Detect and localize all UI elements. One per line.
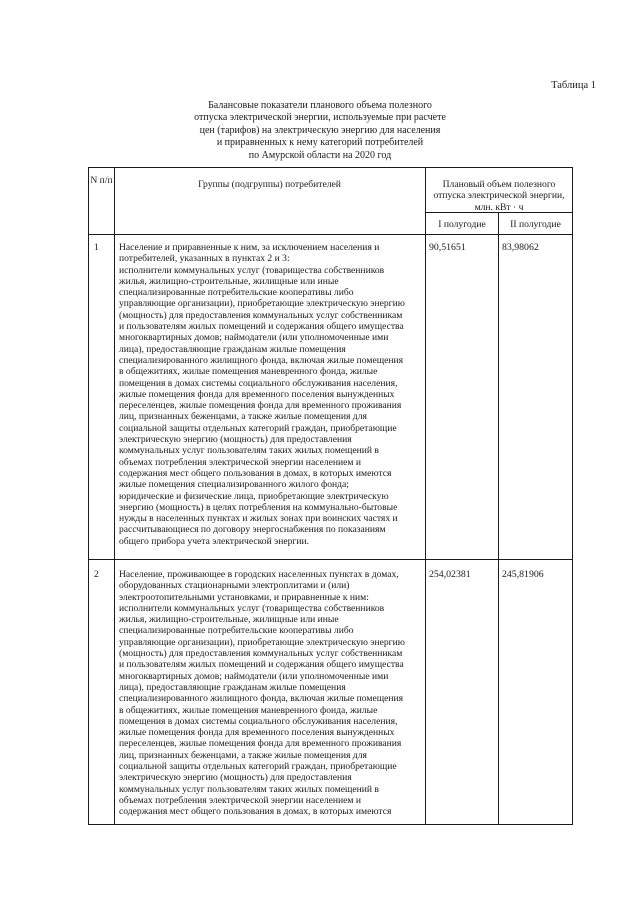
description-line: многоквартирных домов; наймодатели (или уполномоченные ими [119,670,389,682]
header-half-2: II полугодие [510,219,561,230]
description-line: объемах потребления электрической энергии населением и [119,456,362,468]
row-value-h1: 254,02381 [429,569,471,580]
description-line: помещения в домах системы социального обслуживания населения, [119,377,398,389]
description-line: рассчитывающиеся по договору энергоснабжения по показаниям [119,524,386,536]
row-value-h1: 90,51651 [429,242,466,253]
heading-line: цен (тарифов) на электрическую энергию для населения [199,124,441,136]
description-line: (мощность) для предоставления коммунальных услуг собственникам [119,648,403,660]
header-volume: Плановый объем полезного отпуска электрической энергии, млн. кВт · ч [433,179,565,213]
description-line: юридические и физические лица, приобретающие электрическую [119,490,389,502]
description-line: электроотопительными установками, и приравненные к ним: [119,591,369,603]
description-line: социальной защиты отдельных категорий граждан, приобретающие [119,422,397,434]
description-line: переселенцев, жилые помещения фонда для временного проживания [119,738,402,750]
description-line: общего прибора учета электрической энергии. [119,535,310,547]
description-line: социальной защиты отдельных категорий граждан, приобретающие [119,761,397,773]
description-line: специализированного жилищного фонда, включая жилые помещения [119,354,404,366]
description-line: оборудованных стационарными электроплитами и (или) [119,580,350,592]
description-line: в общежитиях, жилые помещения маневренного фонда, жилые [119,366,378,378]
heading-line: Балансовые показатели планового объема полезного [208,100,432,111]
description-line: управляющие организации), приобретающие электрическую энергию [119,636,405,648]
table-border-top [88,167,573,168]
description-line: жилые помещения фонда для временного поселения вынужденных [119,388,395,400]
description-line: жилья, жилищно-строительные, жилищные или иные [119,614,339,626]
header-bottom-rule [88,234,573,235]
column-rule [425,167,426,825]
header-half-1: I полугодие [438,219,486,230]
description-line: Население и приравненные к ним, за исключением населения и [119,242,380,253]
description-line: лица), предоставляющие гражданам жилые помещения [119,681,346,693]
description-line: Население, проживающее в городских населенных пунктах в домах, [119,569,399,580]
column-rule [114,167,115,825]
description-line: помещения в домах системы социального обслуживания населения, [119,715,398,727]
description-line: объемах потребления электрической энергии населением и [119,794,362,806]
description-line: электрическую энергию (мощность) для предоставления [119,772,352,784]
description-line: специализированного жилищного фонда, включая жилые помещения [119,693,404,705]
table-border-bottom [88,824,573,825]
table-label: Таблица 1 [551,80,596,91]
heading-line: отпуска электрической энергии, используемые при расчете [194,112,446,124]
description-line: лиц, признанных беженцами, а также жилые помещения для [119,411,367,423]
description-line: жилые помещения специализированного жилого фонда; [119,479,349,491]
row-description [119,242,421,547]
description-line: управляющие организации), приобретающие электрическую энергию [119,298,405,310]
description-line: специализированные потребительские кооперативы либо [119,625,354,637]
description-line: многоквартирных домов; наймодатели (или уполномоченные ими [119,332,389,344]
row-description [119,569,421,818]
description-line: нужды в населенных пунктах и жилых зонах при воинских частях и [119,513,398,525]
heading-line: и приравненных к нему категорий потребителей [216,137,424,149]
description-line: исполнители коммунальных услуг (товарищества собственников [119,264,385,276]
description-line: содержания мест общего пользования в домах, в которых имеются [119,467,392,479]
description-line: жилья, жилищно-строительные, жилищные или иные [119,275,339,287]
heading-line: по Амурской области на 2020 год [248,149,392,161]
header-num: N п/п [90,175,113,186]
column-rule [498,212,499,825]
description-line: и пользователям жилых помещений и содержания общего имущества [119,659,404,671]
description-line: переселенцев, жилые помещения фонда для временного проживания [119,400,402,412]
description-line: специализированные потребительские кооперативы либо [119,287,354,299]
row-separator [88,559,573,560]
description-line: в общежитиях, жилые помещения маневренного фонда, жилые [119,704,378,716]
row-number: 1 [94,242,99,253]
description-line: исполнители коммунальных услуг (товарищества собственников [119,602,385,614]
header-group: Группы (подгруппы) потребителей [198,179,341,190]
description-line: электрическую энергию (мощность) для предоставления [119,434,352,446]
row-value-h2: 245,81906 [502,569,544,580]
table-border-right [572,167,573,825]
description-line: лиц, признанных беженцами, а также жилые помещения для [119,749,367,761]
row-number: 2 [94,569,99,580]
description-line: коммунальных услуг пользователям таких жилых помещений в [119,445,379,457]
description-line: (мощность) для предоставления коммунальных услуг собственникам [119,309,403,321]
description-line: коммунальных услуг пользователям таких жилых помещений в [119,783,379,795]
description-line: жилые помещения фонда для временного поселения вынужденных [119,727,395,739]
row-value-h2: 83,98062 [502,242,539,253]
balance-table [88,167,573,825]
document-heading [170,100,470,162]
description-line: содержания мест общего пользования в домах, в которых имеются [119,806,392,818]
description-line: потребителей, указанных в пунктах 2 и 3: [119,253,290,265]
description-line: лица), предоставляющие гражданам жилые помещения [119,343,346,355]
description-line: энергию (мощность) в целях потребления на коммунально-бытовые [119,501,398,513]
table-border-left [88,167,89,825]
description-line: и пользователям жилых помещений и содержания общего имущества [119,321,404,333]
